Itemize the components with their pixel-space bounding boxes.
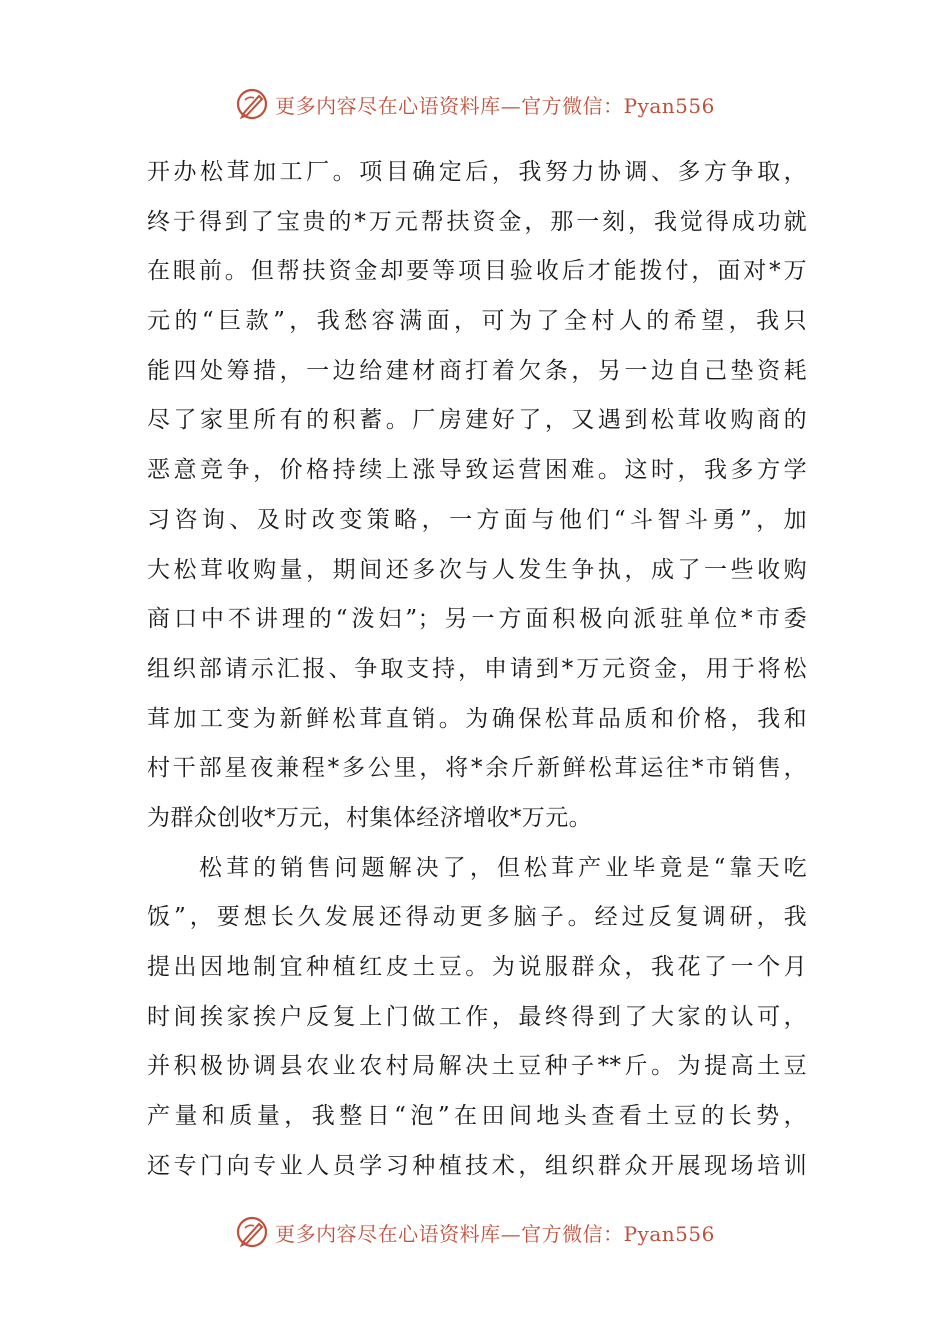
- pen-logo-icon: [235, 1215, 269, 1249]
- text-line: 尽了家里所有的积蓄。厂房建好了，又遇到松茸收购商的: [147, 407, 807, 434]
- text-line: 终于得到了宝贵的*万元帮扶资金，那一刻，我觉得成功就: [147, 208, 807, 235]
- text-line: 商口中不讲理的“泼妇”；另一方面积极向派驻单位*市委: [147, 606, 807, 633]
- text-line: 茸加工变为新鲜松茸直销。为确保松茸品质和价格，我和: [147, 705, 807, 732]
- document-body: [147, 148, 807, 1191]
- text-line: 开办松茸加工厂。项目确定后，我努力协调、多方争取，: [147, 159, 807, 185]
- text-line: 组织部请示汇报、争取支持，申请到*万元资金，用于将松: [147, 655, 807, 682]
- text-line: 提出因地制宜种植红皮土豆。为说服群众，我花了一个月: [147, 954, 807, 980]
- text-line: 恶意竞争，价格持续上涨导致运营困难。这时，我多方学: [147, 457, 807, 484]
- text-line: 时间挨家挨户反复上门做工作，最终得到了大家的认可，: [147, 1003, 807, 1030]
- pen-logo-icon: [235, 87, 269, 121]
- text-line-paragraph-end: 为群众创收*万元，村集体经济增收*万元。: [147, 804, 592, 831]
- text-line: 还专门向专业人员学习种植技术，组织群众开展现场培训: [147, 1152, 807, 1179]
- text-line: 村干部星夜兼程*多公里，将*余斤新鲜松茸运往*市销售，: [147, 755, 807, 782]
- text-line: 饭”，要想长久发展还得动更多脑子。经过反复调研，我: [147, 904, 807, 931]
- text-line-paragraph-start: 松茸的销售问题解决了，但松茸产业毕竟是“靠天吃: [199, 854, 807, 881]
- watermark-text: 更多内容尽在心语资料库—官方微信：Pyan556: [275, 93, 715, 118]
- text-line: 元的“巨款”，我愁容满面，可为了全村人的希望，我只: [147, 308, 807, 335]
- watermark-text: 更多内容尽在心语资料库—官方微信：Pyan556: [275, 1221, 715, 1246]
- header-watermark: [0, 84, 950, 124]
- footer-watermark: [0, 1212, 950, 1252]
- text-line: 产量和质量，我整日“泡”在田间地头查看土豆的长势，: [147, 1103, 807, 1130]
- text-line: 并积极协调县农业农村局解决土豆种子**斤。为提高土豆: [147, 1053, 807, 1080]
- text-line: 在眼前。但帮扶资金却要等项目验收后才能拨付，面对*万: [147, 258, 807, 285]
- text-line: 大松茸收购量，期间还多次与人发生争执，成了一些收购: [147, 556, 807, 583]
- text-line: 能四处筹措，一边给建材商打着欠条，另一边自己垫资耗: [147, 357, 807, 384]
- text-line: 习咨询、及时改变策略，一方面与他们“斗智斗勇”，加: [147, 506, 807, 533]
